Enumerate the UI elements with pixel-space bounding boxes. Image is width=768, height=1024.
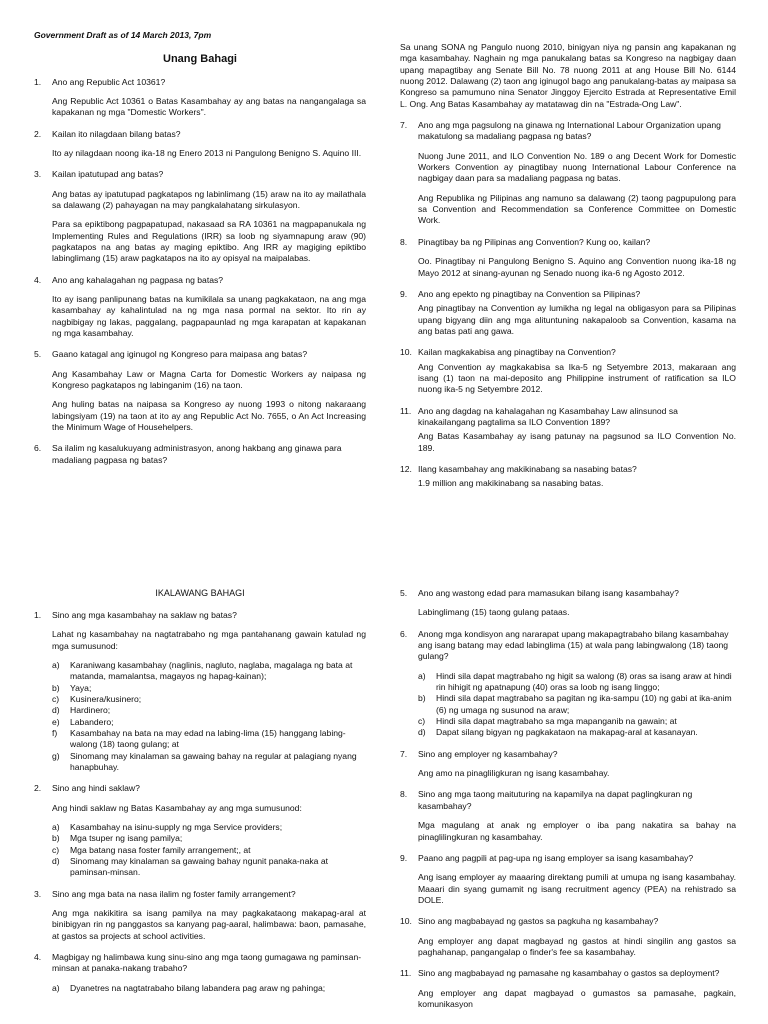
p2-answer-2-intro: Ang hindi saklaw ng Batas Kasambahay ay ang mga sumusunod: <box>52 802 302 813</box>
p2-answer-3: Ang mga nakikitira sa isang pamilya na may pagkakataong makapag-aral at binibigyan rin ng panggastos sa kanyang pag-aaral, halimbawa: baon, pamasahe, at gastos sa projects at school activities. <box>52 908 366 941</box>
question-2: 2. Kailan ito nilagdaan bilang batas? <box>34 128 181 139</box>
question-9: 9. Ano ang epekto ng pinagtibay na Convention sa Pilipinas? <box>400 288 641 299</box>
p2-question-6: 6. Anong mga kondisyon ang nararapat upang makapagtrabaho bilang kasambahay ang isang batang may edad labinglima (15) at wala pang labingwalong (18) taong gulang? <box>400 628 729 662</box>
list-item: d) Dapat silang bigyan ng pagkakataon na makapag-aral at kasanayan. <box>418 727 698 738</box>
p2-answer-10: Ang employer ang dapat magbayad ng gastos at hindi singilin ang gastos sa paghahanap, pangangalap o finder's fee sa kasambahay. <box>418 935 736 957</box>
answer-10: Ang Convention ay magkakabisa sa Ika-5 ng Setyembre 2013, makaraan ang isang (1) taon na mai-deposito ang Philippine instrument of ratification sa ILO nuong ika-5 ng Setyembre 2012. <box>418 361 736 395</box>
part2-left-column <box>34 588 366 994</box>
p2-answer-1-intro: Lahat ng kasambahay na nagtatrabaho ng mga pantahanang gawain katulad ng mga sumusunod: <box>52 629 366 651</box>
p2-answer-11: Ang employer ang dapat magbayad o gumastos sa pamasahe, pagkain, komunikasyon <box>418 987 736 1009</box>
part1-right-column <box>400 42 736 490</box>
list-item: c) Kusinera/kusinero; <box>52 693 142 704</box>
answer-3a: Ang batas ay ipatutupad pagkatapos ng labinlimang (15) araw na ito ay mailathala sa dalawang (2) pahayagan na may pangkalahatang sirkulasyon. <box>52 188 366 210</box>
list-item: a) Karaniwang kasambahay (naglinis, nagluto, naglaba, magalaga ng bata at matanda, mamalantsa, magayos ng hapag-kainan); <box>52 659 353 682</box>
part1-left-column <box>34 52 366 466</box>
answer-1: Ang Republic Act 10361 o Batas Kasambahay ay ang batas na nangangalaga sa kapakanan ng mga "Domestic Workers". <box>52 95 366 118</box>
p2-question-11: 11. Sino ang magbabayad ng pamasahe ng kasambahay o gastos sa deployment? <box>400 968 720 979</box>
question-4: 4. Ano ang kahalagahan ng pagpasa ng batas? <box>34 274 224 285</box>
p2-list-2 <box>34 822 366 879</box>
question-7: 7. Ano ang mga pagsulong na ginawa ng International Labour Organization upang makatulong sa madaliang pagpasa ng batas? <box>400 120 721 142</box>
list-item: b) Hindi sila dapat magtrabaho sa pagitan ng ika-sampu (10) ng gabi at ika-anim (6) ng umaga ng susunod na araw; <box>418 693 732 715</box>
p2-question-4: 4. Magbigay ng halimbawa kung sinu-sino ang mga taong gumagawa ng paminsan-minsan at panaka-nakang trabaho? <box>34 952 362 974</box>
p2-question-7: 7. Sino ang employer ng kasambahay? <box>400 748 558 759</box>
part1-title: Unang Bahagi <box>163 53 237 65</box>
question-10: 10. Kailan magkakabisa ang pinagtibay na Convention? <box>400 347 616 358</box>
list-item: a) Hindi sila dapat magtrabaho ng higit sa walong (8) oras sa isang araw at hindi rin hihigit ng apatnapung (40) oras sa loob ng isang linggo; <box>418 670 732 693</box>
answer-5b: Ang huling batas na naipasa sa Kongreso ay nuong 1993 o nitong nakaraang labingsiyam (19) na taon at ito ay ang Republic Act No. 7655, o An Act Increasing the Minimum Wage of Househelpers. <box>52 399 366 433</box>
p2-question-2: 2. Sino ang hindi saklaw? <box>34 783 140 794</box>
p2-list-4 <box>34 983 366 994</box>
question-6: 6. Sa ilalim ng kasalukuyang administrasyon, anong hakbang ang ginawa para madaliang pagpasa ng batas? <box>34 443 342 465</box>
list-item: a) Kasambahay na isinu-supply ng mga Service providers; <box>52 822 283 833</box>
answer-2: Ito ay nilagdaan noong ika-18 ng Enero 2013 ni Pangulong Benigno S. Aquino III. <box>52 147 362 158</box>
answer-8: Oo. Pinagtibay ni Pangulong Benigno S. Aquino ang Convention nuong ika-18 ng Mayo 2012 at sinang-ayunan ng Senado nuong ika-6 ng Agosto 2012. <box>418 256 736 278</box>
answer-9: Ang pinagtibay na Convention ay lumikha ng legal na obligasyon para sa Pilipinas upang bigyang diin ang mga alituntuning nakapaloob sa Convention, kasama na ang batas pati ang gawa. <box>418 303 736 336</box>
p2-list-6 <box>400 671 736 739</box>
p2-question-3: 3. Sino ang mga bata na nasa ilalim ng foster family arrangement? <box>34 888 296 899</box>
answer-6: Sa unang SONA ng Pangulo nuong 2010, binigyan niya ng pansin ang kapakanan ng mga kasambahay. Naghain ng mga panukalang batas sa Kongreso na nagbigay daan upang mapagtibay ang Senate Bill No. 78 nuong 2011 at ang House Bill No. 6144 nuong 2012. Dalawang (2) taon ang iginugol bago ang panukalang-batas ay maipasa sa Kongreso sa pamumuno nina Senator Jinggoy Ejercito Estrada at Representative Emil L. Ong. Ang Batas Kasambahay ay matatawag din na "Estrada-Ong Law". <box>400 42 736 109</box>
list-item: a) Dyanetres na nagtatrabaho bilang labandera pag araw ng pahinga; <box>52 982 326 993</box>
question-11: 11. Ano ang dagdag na kahalagahan ng Kasambahay Law alinsunod sa kinakailangang pagtalima sa ILO Convention 189? <box>400 405 678 427</box>
list-item: f) Kasambahay na bata na may edad na labing-lima (15) hanggang labing-walong (18) taong gulang; at <box>52 727 346 750</box>
answer-7a: Nuong June 2011, and ILO Convention No. 189 o ang Decent Work for Domestic Workers Convention ay pinagtibay nuong International Labour Conference na nagbigay daan para sa madaliang pagpasa ng batas. <box>418 150 736 184</box>
list-item: d) Sinomang may kinalaman sa gawaing bahay ngunit panaka-naka at paminsan-minsan. <box>52 856 328 878</box>
answer-11: Ang Batas Kasambahay ay isang patunay na pagsunod sa ILO Convention No. 189. <box>418 431 736 453</box>
list-item: c) Hindi sila dapat magtrabaho sa mga mapanganib na gawain; at <box>418 716 677 727</box>
list-item: g) Sinomang may kinalaman sa gawaing bahay na regular at palagiang nyang hanapbuhay. <box>52 750 357 772</box>
list-item: c) Mga batang nasa foster family arrangement;, at <box>52 844 251 855</box>
answer-5a: Ang Kasambahay Law or Magna Carta for Domestic Workers ay naipasa ng Kongreso pagkatapos ng labinganim (16) na taon. <box>52 368 366 391</box>
list-item: b) Mga tsuper ng isang pamilya; <box>52 833 183 844</box>
list-item: b) Yaya; <box>52 682 92 693</box>
answer-3b: Para sa epiktibong pagpapatupad, nakasaad sa RA 10361 na magpapanukala ng Implementing Rules and Regulations (IRR) sa loob ng siyamnapung araw (90) pagkatapos na ang batas ay maging epiktibo. Ang IRR ay magiging epiktibo labinglimang (15) araw pagkatapos na ito ay opisyal na maipalabas. <box>52 219 366 264</box>
question-1: 1. Ano ang Republic Act 10361? <box>34 76 166 87</box>
question-5: 5. Gaano katagal ang iginugol ng Kongreso para maipasa ang batas? <box>34 349 308 360</box>
p2-answer-7: Ang amo na pinagliligkuran ng isang kasambahay. <box>418 768 610 779</box>
p2-question-10: 10. Sino ang magbabayad ng gastos sa pagkuha ng kasambahay? <box>400 916 659 927</box>
p2-list-1 <box>34 660 366 773</box>
question-8: 8. Pinagtibay ba ng Pilipinas ang Convention? Kung oo, kailan? <box>400 236 651 247</box>
p2-answer-5: Labinglimang (15) taong gulang pataas. <box>418 607 570 618</box>
answer-7b: Ang Republika ng Pilipinas ang namuno sa dalawang (2) taong pagpupulong para sa Convention and Recommendation sa Conference Committee on Domestic Work. <box>418 192 736 226</box>
p2-question-1: 1. Sino ang mga kasambahay na saklaw ng batas? <box>34 609 237 620</box>
part2-right-column <box>400 588 736 1010</box>
answer-4: Ito ay isang panlipunang batas na kumikilala sa unang pagkakataon, na ang mga kasambahay ay kahalintulad na ng mga nasa pormal na sektor. Ito rin ay nagbibigay ng lakas, paggalang, pagpapaunlad ng mga karapatan at kapakanan ng mga kasambahay. <box>52 293 366 339</box>
p2-question-5: 5. Ano ang wastong edad para mamasukan bilang isang kasambahay? <box>400 588 679 598</box>
draft-header: Government Draft as of 14 March 2013, 7pm <box>34 30 212 40</box>
part2-title: IKALAWANG BAHAGI <box>155 588 245 598</box>
p2-answer-8: Mga magulang at anak ng employer o iba pang nakatira sa bahay na pinaglilingkuran ng kasambahay. <box>418 820 736 842</box>
list-item: e) Labandero; <box>52 716 114 727</box>
question-3: 3. Kailan ipatutupad ang batas? <box>34 169 164 180</box>
answer-12: 1.9 million ang makikinabang sa nasabing batas. <box>418 478 604 489</box>
question-12: 12. Ilang kasambahay ang makikinabang sa nasabing batas? <box>400 463 637 474</box>
list-item: d) Hardinero; <box>52 705 111 716</box>
p2-question-8: 8. Sino ang mga taong maituturing na kapamilya na dapat paglingkuran ng kasambahay? <box>400 789 693 811</box>
p2-question-9: 9. Paano ang pagpili at pag-upa ng isang employer sa isang kasambahay? <box>400 852 694 863</box>
p2-answer-9: Ang isang employer ay maaaring direktang pumili at umupa ng isang kasambahay. Maaari din syang gumamit ng isang recruitment agency (PEA) na rehistrado sa DOLE. <box>418 872 736 905</box>
